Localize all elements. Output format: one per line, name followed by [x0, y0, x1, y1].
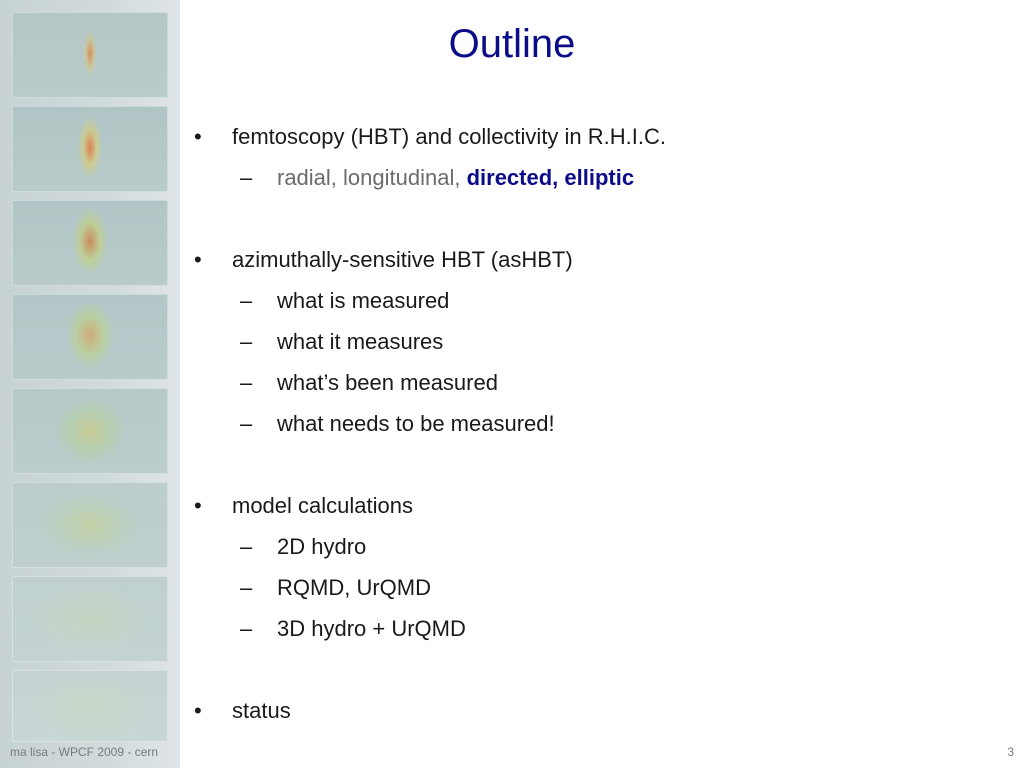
outline-list	[194, 124, 994, 724]
slide-number: 3	[1007, 745, 1014, 759]
strip-thumbnail	[12, 200, 168, 286]
slide-title: Outline	[448, 22, 576, 66]
strip-thumbnail	[12, 670, 168, 742]
sub-item	[194, 534, 994, 560]
dash-icon: –	[240, 575, 253, 600]
bullet-item	[194, 247, 994, 273]
sub-item	[194, 165, 994, 191]
bullet-icon: •	[194, 493, 202, 518]
sub-text: what needs to be measured!	[277, 411, 555, 436]
bullet-item	[194, 698, 994, 724]
sub-text: what it measures	[277, 329, 444, 354]
sub-item	[194, 616, 994, 642]
strip-thumbnail	[12, 482, 168, 568]
dash-icon: –	[240, 288, 253, 313]
dash-icon: –	[240, 616, 253, 641]
sub-text: what is measured	[277, 288, 450, 313]
dash-icon: –	[240, 534, 253, 559]
sub-text: 3D hydro + UrQMD	[277, 616, 466, 641]
sub-text: RQMD, UrQMD	[277, 575, 431, 600]
decorative-image-strip	[0, 0, 180, 768]
bullet-text: femtoscopy (HBT) and collectivity in R.H.I.C.	[232, 124, 667, 149]
bullet-text: status	[232, 698, 291, 723]
sub-text: 2D hydro	[277, 534, 367, 559]
bullet-icon: •	[194, 124, 202, 149]
sub-text: what’s been measured	[277, 370, 498, 395]
dash-icon: –	[240, 411, 253, 436]
sub-item	[194, 575, 994, 601]
bullet-item	[194, 124, 994, 150]
strip-thumbnail	[12, 106, 168, 192]
sub-item	[194, 288, 994, 314]
bullet-text: azimuthally-sensitive HBT (asHBT)	[232, 247, 573, 272]
strip-thumbnail	[12, 576, 168, 662]
strip-thumbnail	[12, 294, 168, 380]
bullet-icon: •	[194, 247, 202, 272]
sub-item	[194, 329, 994, 355]
dash-icon: –	[240, 165, 253, 190]
sub-text-emphasis: directed, elliptic	[466, 165, 635, 190]
sub-item	[194, 411, 994, 437]
dash-icon: –	[240, 329, 253, 354]
footer-text: ma lisa - WPCF 2009 - cern	[10, 745, 159, 759]
sub-text-muted: radial, longitudinal	[277, 165, 455, 190]
strip-thumbnail	[12, 12, 168, 98]
sub-item	[194, 370, 994, 396]
dash-icon: –	[240, 370, 253, 395]
bullet-item	[194, 493, 994, 519]
bullet-icon: •	[194, 698, 202, 723]
sub-text-separator: ,	[454, 165, 467, 190]
bullet-text: model calculations	[232, 493, 413, 518]
strip-thumbnail	[12, 388, 168, 474]
